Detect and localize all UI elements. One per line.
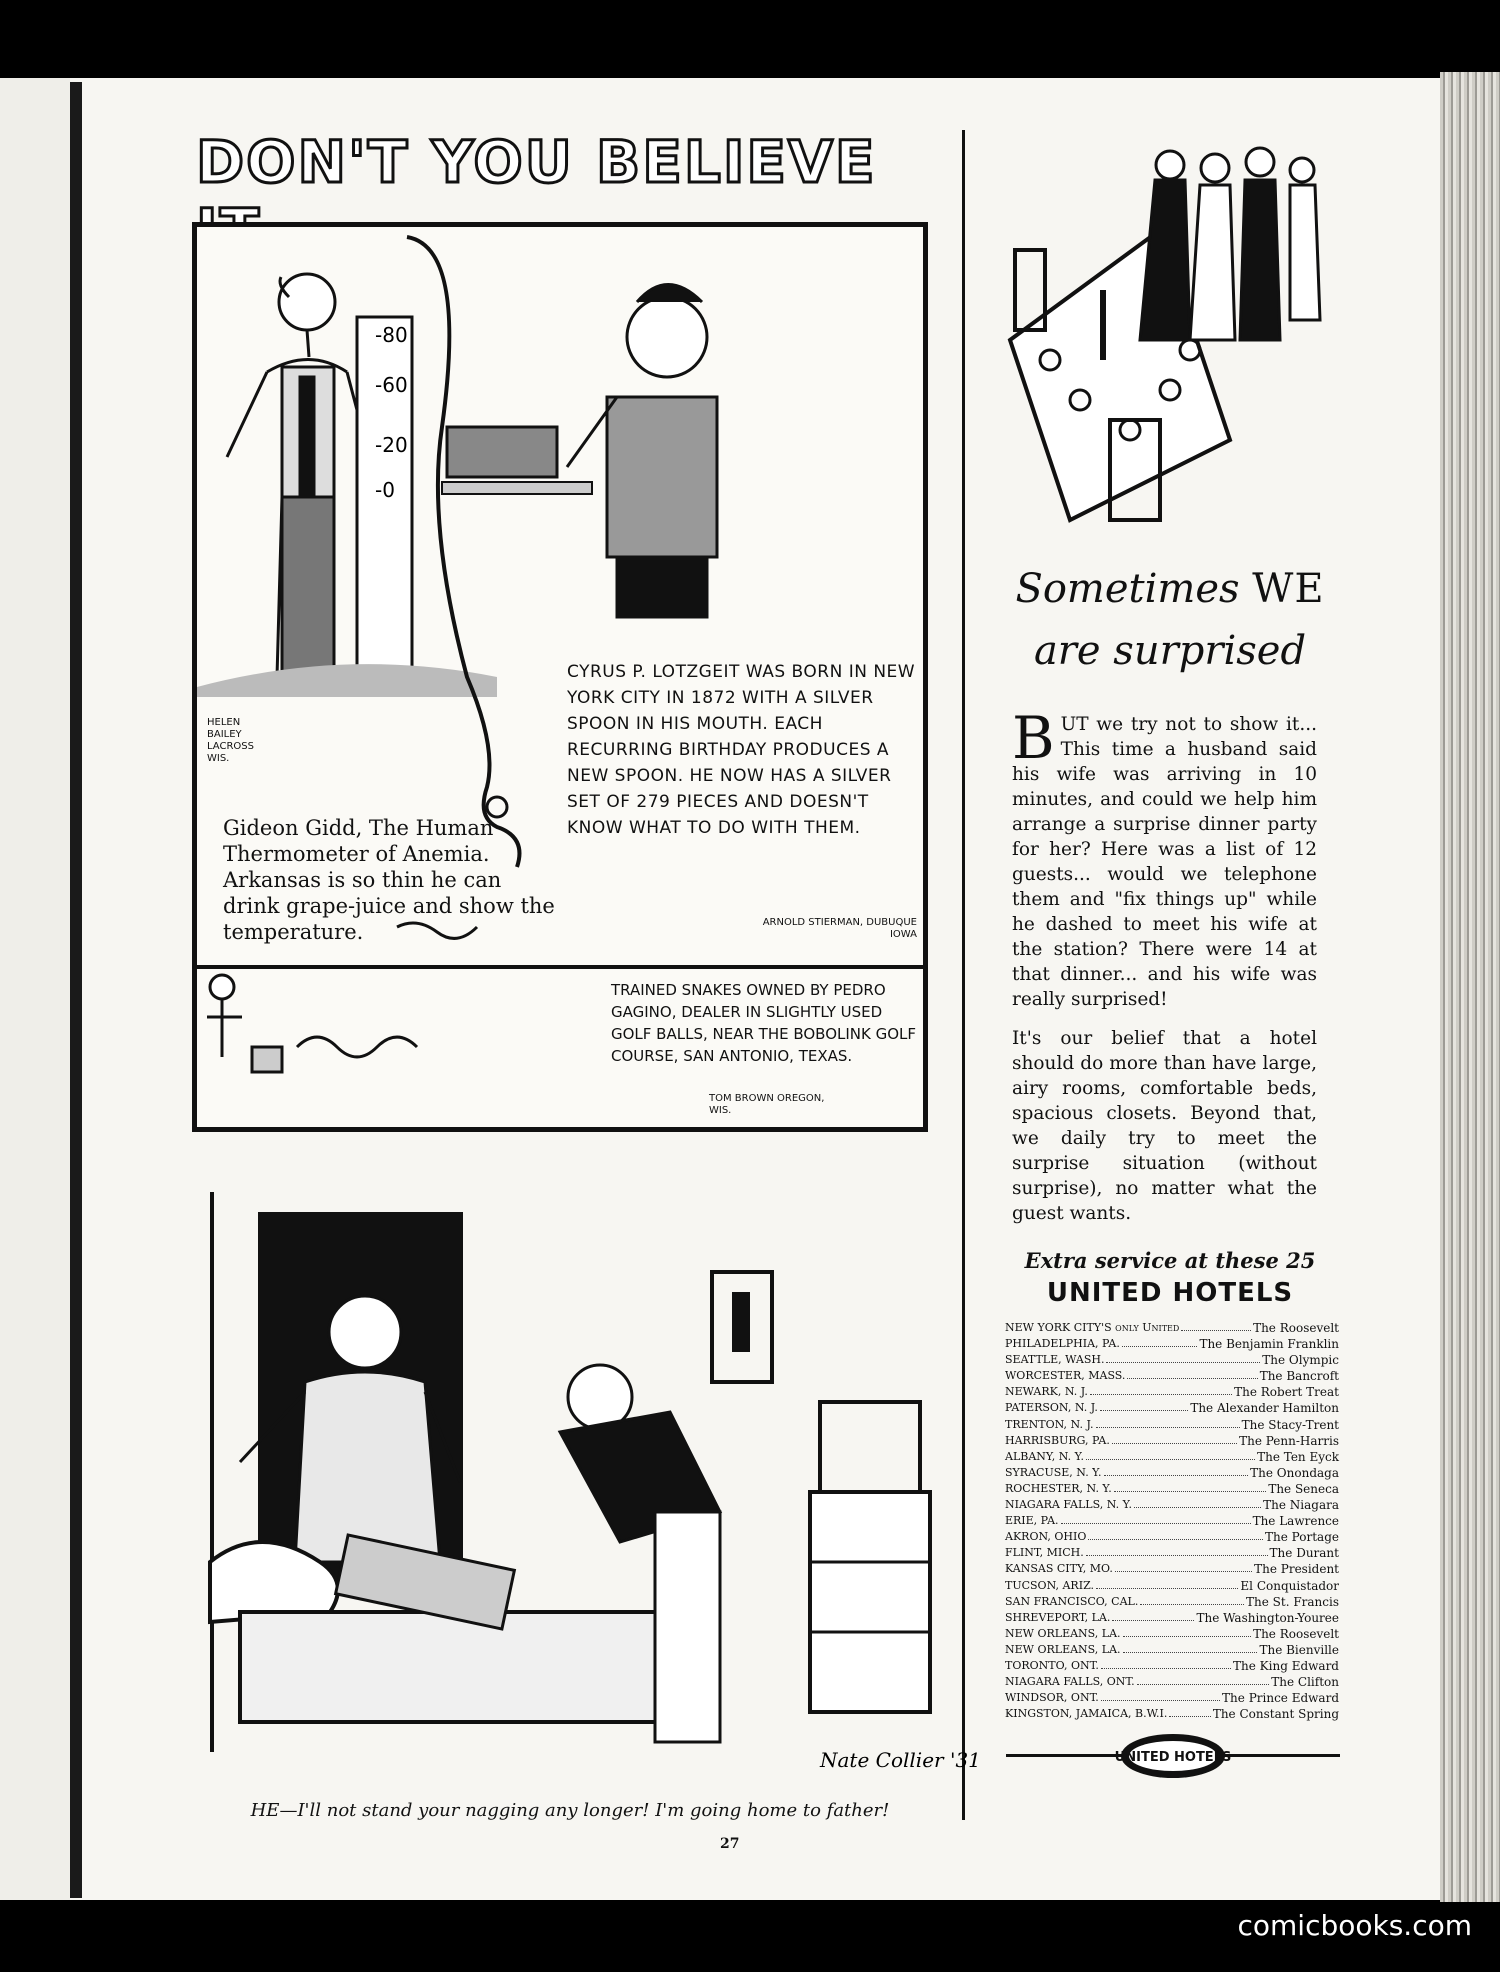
ad-paragraph-2: It's our belief that a hotel should do more than have large, airy rooms, comfortable beds, spacious closets. Beyond that, we daily try to meet the surprise situation (without surprise), no matter what the guest wants. (1012, 1028, 1317, 1224)
hotel-row (1005, 1384, 1339, 1400)
hotel-row (1005, 1561, 1339, 1577)
leader-dots (1137, 1674, 1270, 1685)
drop-cap: B (1012, 704, 1055, 772)
hotel-name: The St. Francis (1246, 1594, 1339, 1609)
hotel-row (1005, 1690, 1339, 1706)
thermo-tick: -80 (375, 323, 408, 347)
hotel-city: NEW ORLEANS, LA. (1005, 1642, 1121, 1656)
ad-headline: Sometimes WE are surprised (1015, 566, 1325, 674)
hotel-name: The Alexander Hamilton (1190, 1401, 1339, 1416)
hotel-name: The Portage (1265, 1530, 1339, 1545)
hotel-name: The Roosevelt (1253, 1626, 1339, 1641)
logo-text: UNITED HOTELS (1114, 1750, 1232, 1765)
hotel-name: The Bienville (1259, 1642, 1339, 1657)
leader-dots (1122, 1336, 1198, 1347)
hotel-city: SHREVEPORT, LA. (1005, 1610, 1111, 1624)
hotel-list (1005, 1320, 1339, 1722)
thermo-tick: -20 (375, 433, 408, 457)
hotel-city: KINGSTON, JAMAICA, B.W.I. (1005, 1707, 1168, 1721)
nagging-caption: HE—I'll not stand your nagging any longer! I'm going home to father! (250, 1800, 890, 1821)
hotel-city: HARRISBURG, PA. (1005, 1433, 1110, 1447)
snakes-caption: TRAINED SNAKES OWNED BY PEDRO GAGINO, DEALER IN SLIGHTLY USED GOLF BALLS, NEAR THE BOBOLINK GOLF COURSE, SAN ANTONIO, TEXAS. (611, 981, 917, 1065)
hotel-city: WINDSOR, ONT. (1005, 1691, 1099, 1705)
hotel-name: The Benjamin Franklin (1199, 1337, 1339, 1352)
hotel-row (1005, 1400, 1339, 1416)
hotel-row (1005, 1433, 1339, 1449)
united-hotels-heading: UNITED HOTELS (1046, 1278, 1294, 1308)
hotel-city: PHILADELPHIA, PA. (1005, 1337, 1120, 1351)
extra-service-line: Extra service at these 25 (1024, 1248, 1316, 1273)
hotel-row (1005, 1594, 1339, 1610)
leader-dots (1090, 1384, 1232, 1395)
hotel-city: NEW YORK CITY'S only United (1005, 1321, 1180, 1334)
dinner-party-illustration (990, 140, 1330, 540)
nagging-cartoon (200, 1182, 981, 1782)
hotel-name: The Stacy-Trent (1241, 1417, 1339, 1432)
hotel-city: AKRON, OHIO (1005, 1530, 1087, 1544)
hotel-row (1005, 1610, 1339, 1626)
leader-dots (1104, 1465, 1249, 1476)
hotel-name: The President (1254, 1562, 1339, 1577)
nagging-illustration (200, 1182, 981, 1782)
hotel-row (1005, 1336, 1339, 1352)
hotel-row (1005, 1497, 1339, 1513)
believe-it-panel (192, 222, 928, 1132)
hotel-row (1005, 1352, 1339, 1368)
hotel-name: The King Edward (1233, 1658, 1339, 1673)
hotel-name: The Roosevelt (1253, 1321, 1339, 1335)
artist-signature: Nate Collier '31 (820, 1748, 981, 1772)
cyrus-credit: ARNOLD STIERMAN, DUBUQUE IOWA (762, 917, 917, 940)
ad-body (1012, 704, 1317, 1240)
hotel-row (1005, 1368, 1339, 1384)
hotel-name: The Olympic (1262, 1353, 1339, 1368)
leader-dots (1140, 1594, 1244, 1605)
page-stack-edge (1440, 72, 1500, 1902)
leader-dots (1101, 1690, 1220, 1701)
hotel-name: The Prince Edward (1222, 1691, 1339, 1706)
leader-dots (1088, 1529, 1263, 1540)
hotel-row (1005, 1578, 1339, 1594)
hotel-city: KANSAS CITY, MO. (1005, 1562, 1113, 1576)
hotel-row (1005, 1529, 1339, 1545)
united-hotels-logo (1114, 1732, 1232, 1780)
hotel-city: ALBANY, N. Y. (1005, 1449, 1084, 1463)
hotel-name: The Ten Eyck (1257, 1449, 1339, 1464)
hotel-city: NIAGARA FALLS, N. Y. (1005, 1498, 1132, 1512)
binding-gutter (70, 82, 82, 1898)
hotel-row (1005, 1513, 1339, 1529)
hotel-city: ERIE, PA. (1005, 1514, 1059, 1528)
hotel-row (1005, 1626, 1339, 1642)
hotel-row (1005, 1320, 1339, 1336)
leader-dots (1106, 1352, 1260, 1363)
gideon-caption: Gideon Gidd, The Human Thermometer of Anemia. Arkansas is so thin he can drink grape-juice and show the temperature. (223, 816, 555, 944)
leader-dots (1127, 1368, 1257, 1379)
leader-dots (1096, 1417, 1240, 1428)
hotel-city: TORONTO, ONT. (1005, 1658, 1099, 1672)
hotel-city: ROCHESTER, N. Y. (1005, 1481, 1112, 1495)
gideon-credit: HELEN BAILEY LACROSS WIS. (207, 717, 254, 764)
hotel-city: SEATTLE, WASH. (1005, 1353, 1105, 1367)
hotel-name: The Durant (1269, 1546, 1339, 1561)
leader-dots (1112, 1433, 1237, 1444)
hotel-name: The Onondaga (1250, 1465, 1339, 1480)
leader-dots (1181, 1320, 1251, 1331)
leader-dots (1123, 1642, 1258, 1653)
hotel-row (1005, 1481, 1339, 1497)
hotel-city: NIAGARA FALLS, ONT. (1005, 1675, 1135, 1689)
cyrus-caption: CYRUS P. LOTZGEIT WAS BORN IN NEW YORK CITY IN 1872 WITH A SILVER SPOON IN HIS MOUTH. EACH RECURRING BIRTHDAY PRODUCES A NEW SPOON. HE NOW HAS A SILVER SET OF 279 PIECES AND DOESN'T KNOW WHAT TO DO WITH THEM. (567, 662, 916, 838)
hotel-name: The Lawrence (1252, 1514, 1339, 1529)
hotel-city: SYRACUSE, N. Y. (1005, 1465, 1102, 1479)
hotel-row (1005, 1706, 1339, 1722)
hotel-row (1005, 1674, 1339, 1690)
snakes-credit: TOM BROWN OREGON, WIS. (709, 1093, 825, 1116)
facing-page-edge (0, 78, 70, 1900)
hotel-row (1005, 1417, 1339, 1433)
leader-dots (1123, 1626, 1252, 1637)
hotel-city: SAN FRANCISCO, CAL. (1005, 1594, 1139, 1608)
hotel-name: The Constant Spring (1212, 1707, 1339, 1722)
hotel-name: The Penn-Harris (1239, 1433, 1339, 1448)
hotel-row (1005, 1449, 1339, 1465)
page-title: DON'T YOU BELIEVE (196, 128, 877, 196)
hotel-name: The Bancroft (1259, 1369, 1339, 1384)
hotel-city: NEWARK, N. J. (1005, 1385, 1088, 1399)
leader-dots (1134, 1497, 1261, 1508)
hotel-row (1005, 1658, 1339, 1674)
hotel-name: El Conquistador (1240, 1578, 1339, 1593)
hotel-city: FLINT, MICH. (1005, 1546, 1084, 1560)
leader-dots (1100, 1400, 1188, 1411)
hotel-row (1005, 1545, 1339, 1561)
leader-dots (1169, 1706, 1210, 1717)
leader-dots (1086, 1545, 1268, 1556)
page-number: 27 (720, 1836, 740, 1852)
leader-dots (1101, 1658, 1231, 1669)
thermo-tick: -0 (375, 478, 395, 502)
hotel-city: TUCSON, ARIZ. (1005, 1578, 1095, 1592)
hotel-name: The Clifton (1271, 1675, 1339, 1690)
hotel-name: The Robert Treat (1234, 1385, 1339, 1400)
panel-divider (197, 965, 923, 969)
hotel-city: NEW ORLEANS, LA. (1005, 1626, 1121, 1640)
ad-paragraph-1: BUT we try not to show it... This time a husband said his wife was arriving in 10 minutes, and could we help him arrange a surprise dinner party for her? Here was a list of 12 guests... would we telephone them and "fix things up" while he dashed to meet his wife at the station? There were 14 at that dinner... and his wife was really surprised! (1012, 704, 1317, 1010)
hotel-row (1005, 1642, 1339, 1658)
hotel-city: WORCESTER, MASS. (1005, 1369, 1126, 1383)
hotel-city: TRENTON, N. J. (1005, 1417, 1094, 1431)
hotel-row (1005, 1465, 1339, 1481)
watermark: comicbooks.com (1237, 1909, 1472, 1942)
leader-dots (1061, 1513, 1251, 1524)
leader-dots (1115, 1561, 1252, 1572)
hotel-city: PATERSON, N. J. (1005, 1401, 1098, 1415)
leader-dots (1086, 1449, 1255, 1460)
thermo-tick: -60 (375, 373, 408, 397)
hotel-name: The Niagara (1263, 1498, 1339, 1513)
hotel-name: The Seneca (1268, 1481, 1339, 1496)
leader-dots (1114, 1481, 1267, 1492)
hotel-name: The Washington-Youree (1196, 1610, 1339, 1625)
leader-dots (1096, 1578, 1238, 1589)
leader-dots (1112, 1610, 1194, 1621)
column-divider (962, 130, 965, 1820)
